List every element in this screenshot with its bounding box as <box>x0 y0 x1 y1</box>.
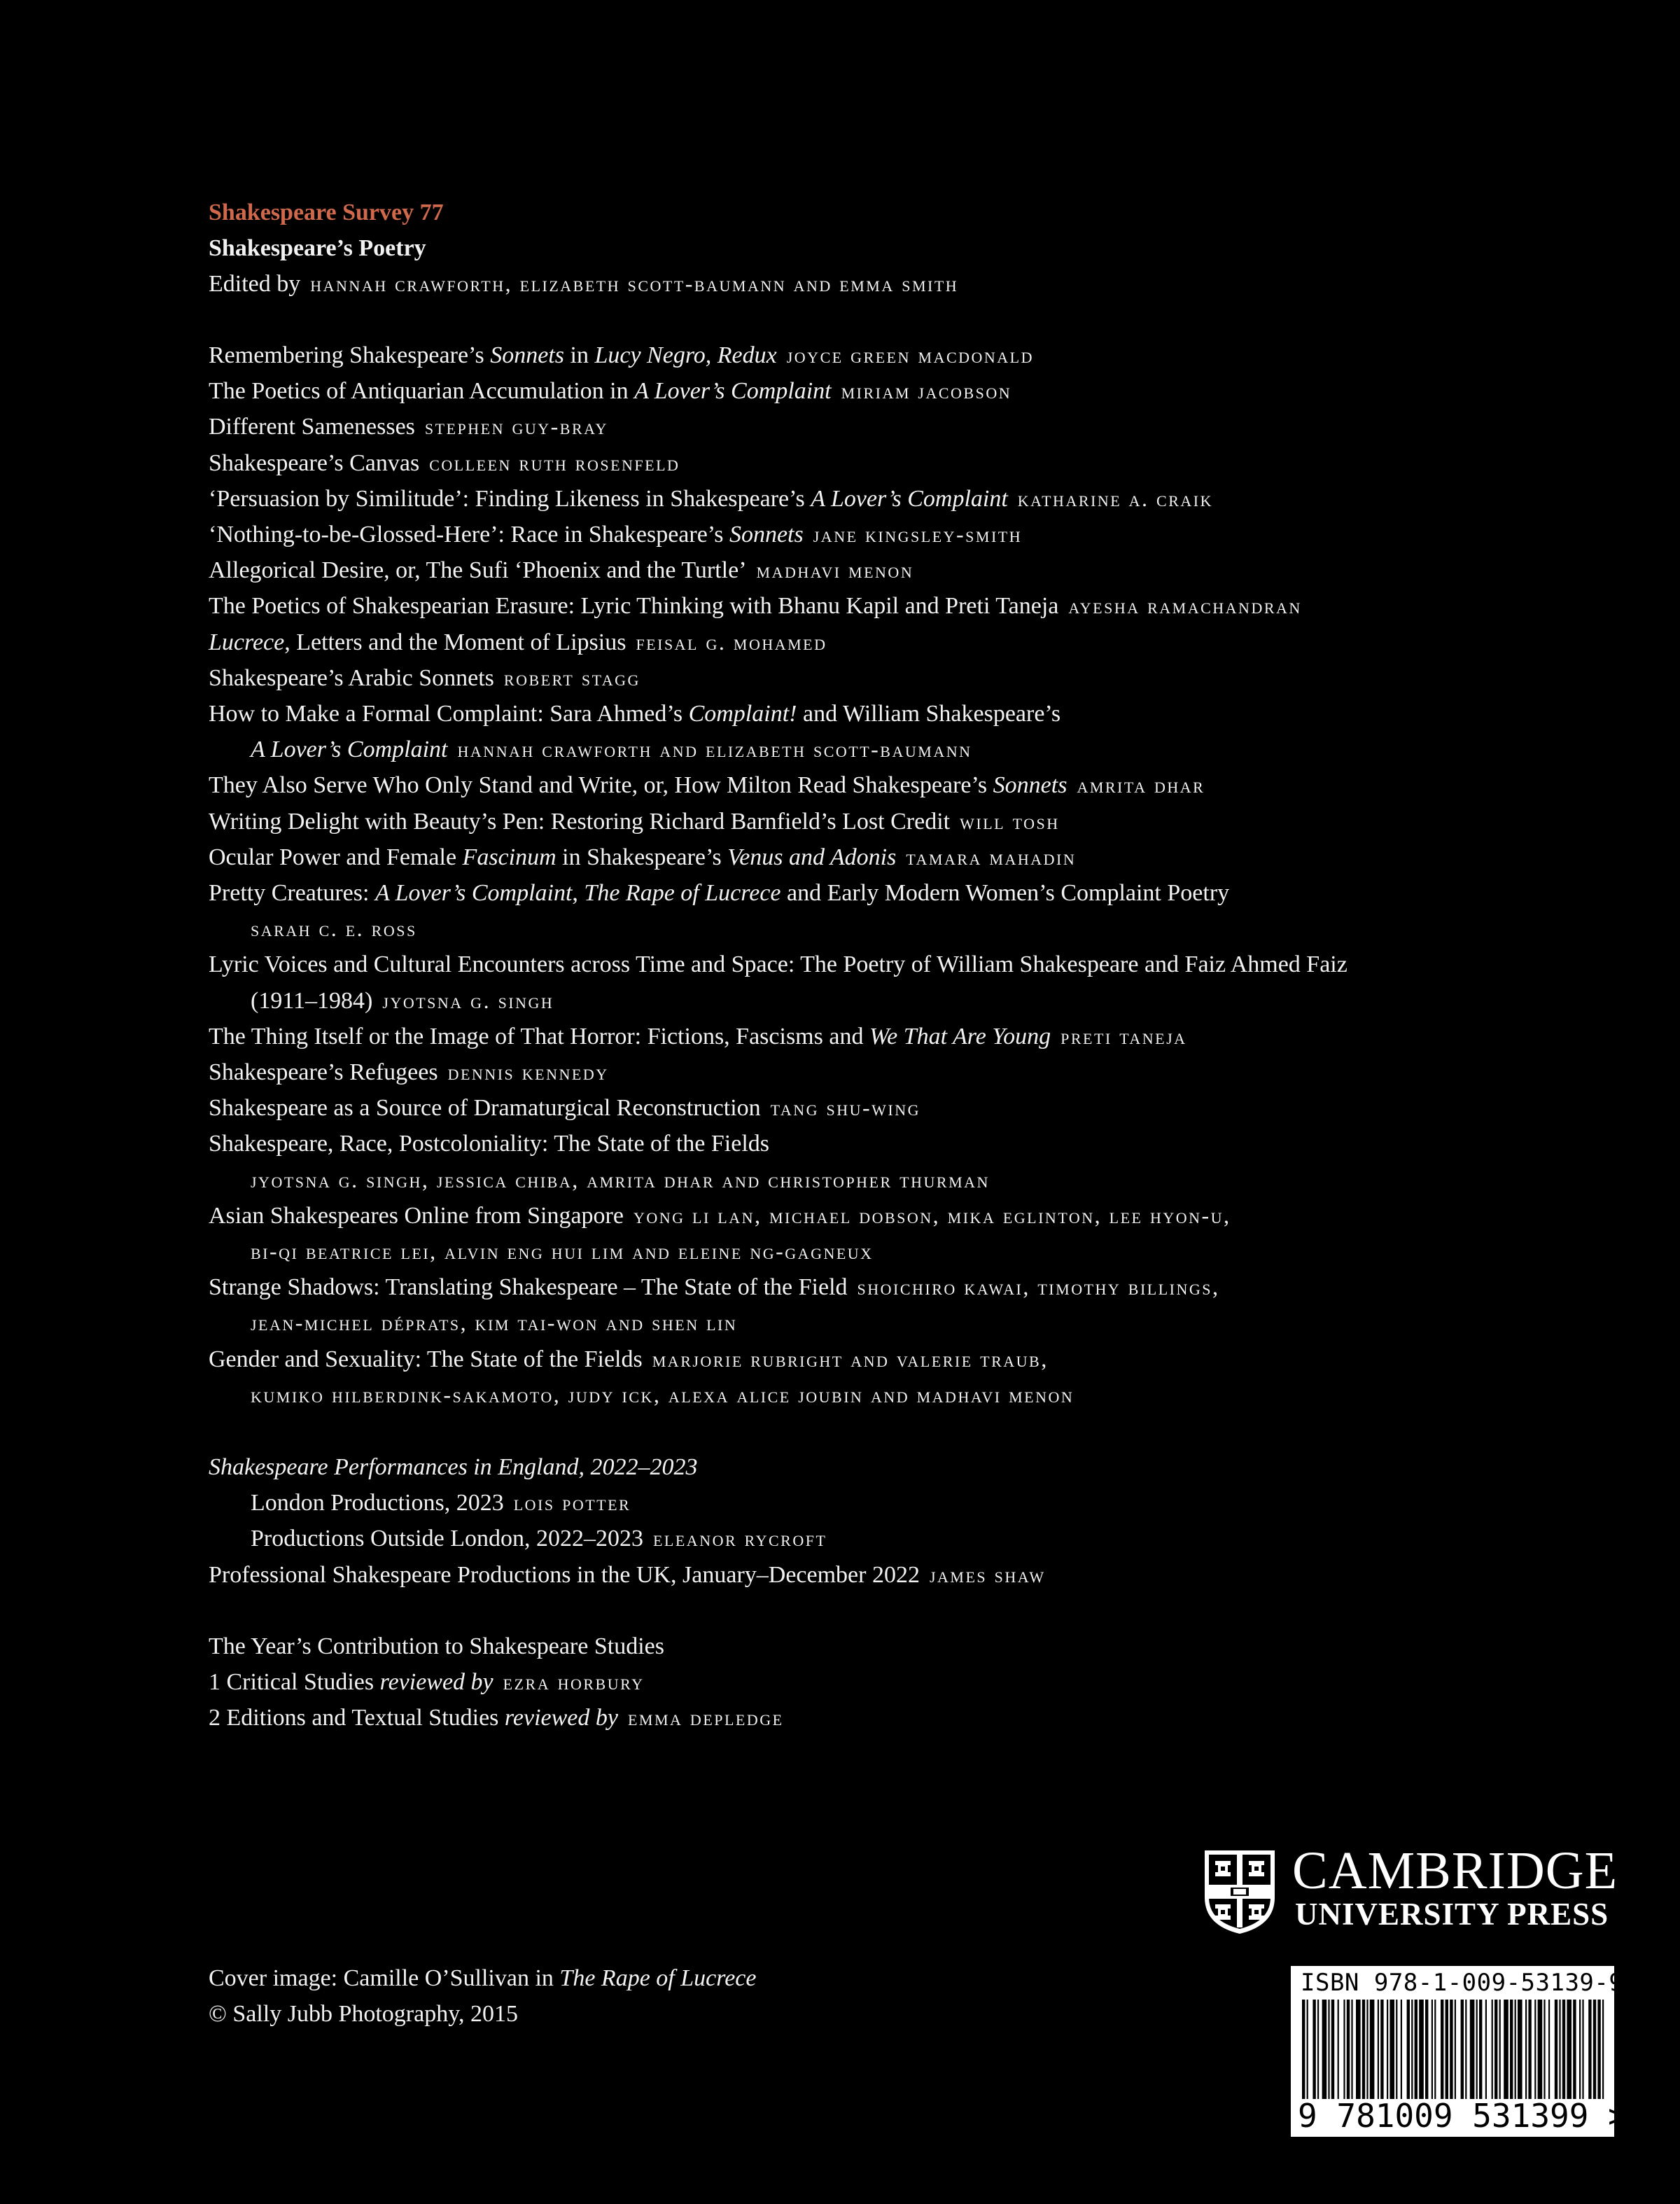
editors-line <box>209 266 1504 302</box>
entry-title: London Productions, 2023 <box>251 1490 504 1516</box>
barcode-bar <box>1504 2000 1508 2099</box>
entry-title: How to Make a Formal Complaint: Sara Ahmed’s <box>209 701 689 727</box>
entry-title-italic: A Lover’s Complaint <box>634 378 832 405</box>
entry-title-italic: Complaint! <box>688 701 797 727</box>
barcode-bar <box>1415 2000 1418 2099</box>
entry-author: emma depledge <box>627 1705 784 1731</box>
entry-author: hannah crawforth and elizabeth scott-baumann <box>457 737 972 762</box>
contents-entry <box>209 804 1504 839</box>
entry-title: They Also Serve Who Only Stand and Write, or, How Milton Read Shakespeare’s <box>209 772 993 799</box>
contents-entry <box>209 625 1504 660</box>
year-contribution-section <box>209 1628 1504 1736</box>
entry-title: The Thing Itself or the Image of That Horror: Fictions, Fascisms and <box>209 1023 869 1049</box>
contents-entry <box>209 588 1504 624</box>
entry-author: dennis kennedy <box>447 1059 609 1085</box>
entry-author: shoichiro kawai, timothy billings, <box>857 1274 1220 1300</box>
entry-author: kumiko hilberdink-sakamoto, judy ick, alexa alice joubin and madhavi menon <box>251 1381 1074 1407</box>
barcode-bar <box>1407 2000 1410 2099</box>
cover-credit-italic: The Rape of Lucrece <box>559 1965 757 1991</box>
barcode-bar <box>1465 2000 1466 2099</box>
barcode-bar <box>1544 2000 1545 2099</box>
entry-title-italic: We That Are Young <box>869 1023 1051 1049</box>
contents-entry <box>209 1054 1504 1090</box>
entry-title: Writing Delight with Beauty’s Pen: Restoring Richard Barnfield’s Lost Credit <box>209 808 951 835</box>
entry-title: Allegorical Desire, or, The Sufi ‘Phoenix and the Turtle’ <box>209 557 747 584</box>
entry-title: (1911–1984) <box>251 987 373 1014</box>
performances-entry <box>209 1485 1504 1521</box>
contents-entry <box>209 1090 1504 1126</box>
entry-title-italic: Lucy Negro, Redux <box>594 342 777 368</box>
barcode-bar <box>1559 2000 1560 2099</box>
contents-entry <box>209 373 1504 409</box>
entry-title: The Poetics of Shakespearian Erasure: Lyric Thinking with Bhanu Kapil and Preti Taneja <box>209 593 1059 620</box>
barcode-bar <box>1588 2000 1591 2099</box>
copyright-line: © Sally Jubb Photography, 2015 <box>209 2001 519 2028</box>
barcode-bar <box>1479 2000 1482 2099</box>
entry-title: Shakespeare’s Canvas <box>209 449 420 476</box>
entry-title: Different Samenesses <box>209 414 415 440</box>
entry-author: miriam jacobson <box>841 378 1012 404</box>
contents-entry <box>209 409 1504 445</box>
book-title: Shakespeare’s Poetry <box>209 235 426 262</box>
entry-title: Shakespeare as a Source of Dramaturgical Reconstruction <box>209 1095 761 1122</box>
barcode-bar <box>1328 2000 1329 2099</box>
barcode-bar <box>1455 2000 1456 2099</box>
barcode-bar <box>1343 2000 1345 2099</box>
entry-author: stephen guy-bray <box>424 414 608 440</box>
barcode-bars <box>1301 2000 1607 2099</box>
barcode-bar <box>1450 2000 1452 2099</box>
entry-title: 1 Critical Studies <box>209 1669 380 1696</box>
entry-title: ‘Persuasion by Similitude’: Finding Likeness in Shakespeare’s <box>209 485 811 512</box>
entry-title: ‘Nothing-to-be-Glossed-Here’: Race in Shakespeare’s <box>209 522 729 548</box>
barcode-bar <box>1525 2000 1527 2099</box>
contents-list <box>209 337 1504 1413</box>
entry-title-italic: Sonnets <box>729 522 804 548</box>
entry-author: robert stagg <box>503 664 640 690</box>
barcode-bar <box>1446 2000 1448 2099</box>
entry-title-italic: Sonnets <box>993 772 1068 799</box>
entry-author: jean-michel déprats, kim tai-won and shen lin <box>251 1310 738 1336</box>
barcode-bar <box>1378 2000 1379 2099</box>
entry-author: ayesha ramachandran <box>1068 593 1302 619</box>
barcode-bar <box>1347 2000 1350 2099</box>
barcode-bar <box>1419 2000 1424 2099</box>
barcode-bar <box>1555 2000 1558 2099</box>
entry-title: Asian Shakespeares Online from Singapore <box>209 1202 624 1229</box>
barcode-bar <box>1317 2000 1319 2099</box>
entry-title: Shakespeare’s Refugees <box>209 1059 438 1086</box>
performances-heading-text: Shakespeare Performances in England, 2022–2023 <box>209 1454 698 1480</box>
entry-title-italic: Lucrece <box>209 629 285 655</box>
barcode-bar <box>1434 2000 1436 2099</box>
cambridge-shield-icon <box>1203 1848 1277 1935</box>
entry-author: jyotsna g. singh <box>382 987 554 1013</box>
barcode-bar <box>1485 2000 1487 2099</box>
editors-names: hannah crawforth, elizabeth scott-baumann and emma smith <box>310 271 959 297</box>
entry-title: in Shakespeare’s <box>556 844 728 870</box>
entry-author: james shaw <box>929 1561 1046 1587</box>
entry-author: feisal g. mohamed <box>636 629 827 655</box>
entry-author: colleen ruth rosenfeld <box>429 449 680 475</box>
entry-author: yong li lan, michael dobson, mika eglinton, lee hyon-u, <box>633 1202 1231 1228</box>
entry-author: jane kingsley-smith <box>813 522 1023 547</box>
year-entry <box>209 1664 1504 1700</box>
barcode-bar <box>1331 2000 1334 2099</box>
contents-entry <box>209 696 1504 732</box>
contents-entry <box>209 660 1504 696</box>
entry-title-italic: Venus and Adonis <box>727 844 897 870</box>
publisher-name-line2: UNIVERSITY PRESS <box>1295 1897 1609 1932</box>
barcode-bar <box>1401 2000 1402 2099</box>
barcode-bar <box>1528 2000 1531 2099</box>
contents-entry-continuation <box>209 732 1504 767</box>
entry-author: joyce green macdonald <box>786 342 1035 368</box>
entry-author: lois potter <box>513 1490 631 1516</box>
entry-title-italic: A Lover’s Complaint <box>374 880 573 907</box>
entry-title: Professional Shakespeare Productions in the UK, January–December 2022 <box>209 1561 920 1588</box>
reviewed-by-label: reviewed by <box>379 1669 493 1696</box>
header-block <box>209 195 1504 302</box>
isbn-text: ISBN 978-1-009-53139-9 <box>1301 1969 1624 1997</box>
entry-author: tang shu-wing <box>770 1095 921 1121</box>
barcode-bar <box>1338 2000 1339 2099</box>
entry-author: amrita dhar <box>1077 772 1205 798</box>
contents-entry <box>209 947 1504 982</box>
barcode-bar <box>1499 2000 1501 2099</box>
series-title: Shakespeare Survey 77 <box>209 200 444 225</box>
barcode-bar <box>1567 2000 1572 2099</box>
performances-entry <box>209 1521 1504 1556</box>
barcode-bar <box>1538 2000 1543 2099</box>
barcode-bar <box>1396 2000 1397 2099</box>
entry-title: Productions Outside London, 2022–2023 <box>251 1526 643 1552</box>
contents-entry-continuation <box>209 1234 1504 1269</box>
entry-author: will tosh <box>960 808 1060 834</box>
barcode-bar <box>1562 2000 1565 2099</box>
contents-entry <box>209 1269 1504 1305</box>
barcode-bar <box>1387 2000 1388 2099</box>
barcode-bar <box>1366 2000 1368 2099</box>
barcode-bar <box>1582 2000 1583 2099</box>
entry-title: Gender and Sexuality: The State of the Fields <box>209 1346 643 1372</box>
contents-entry <box>209 875 1504 911</box>
year-heading: The Year’s Contribution to Shakespeare Studies <box>209 1633 664 1659</box>
barcode-bar <box>1390 2000 1394 2099</box>
entry-author: sarah c. e. ross <box>251 916 417 942</box>
entry-title-italic: A Lover’s Complaint <box>251 737 448 763</box>
entry-author: preti taneja <box>1060 1023 1187 1049</box>
entry-title: Lyric Voices and Cultural Encounters across Time and Space: The Poetry of William Shakespeare and Faiz Ahmed Faiz <box>209 951 1348 978</box>
entry-title: 2 Editions and Textual Studies <box>209 1705 505 1731</box>
entry-title: The Poetics of Antiquarian Accumulation in <box>209 378 635 405</box>
entry-title: Pretty Creatures: <box>209 880 375 907</box>
contents-entry <box>209 517 1504 552</box>
entry-author: jyotsna g. singh, jessica chiba, amrita dhar and christopher thurman <box>251 1166 990 1192</box>
barcode-bar <box>1307 2000 1308 2099</box>
barcode-bar <box>1411 2000 1413 2099</box>
reviewed-by-label: reviewed by <box>504 1705 618 1731</box>
entry-author: madhavi menon <box>756 557 914 583</box>
barcode-digits: 9 781009 531399 > <box>1298 2097 1628 2135</box>
entry-title: , Letters and the Moment of Lipsius <box>284 629 626 655</box>
contents-entry <box>209 1126 1504 1162</box>
barcode-bar <box>1441 2000 1443 2099</box>
entry-author: katharine a. craik <box>1017 485 1213 511</box>
barcode-bar <box>1518 2000 1522 2099</box>
entry-title: , <box>572 880 584 907</box>
isbn-barcode <box>1291 1966 1628 2137</box>
barcode-bar <box>1597 2000 1600 2099</box>
entry-title-italic: The Rape of Lucrece <box>584 880 781 907</box>
contents-entry <box>209 445 1504 481</box>
contents-entry-continuation <box>209 911 1504 947</box>
cover-credit-text: Cover image: Camille O’Sullivan in <box>209 1965 560 1991</box>
performances-section <box>209 1449 1504 1593</box>
entry-title: Shakespeare, Race, Postcoloniality: The State of the Fields <box>209 1131 770 1157</box>
contents-entry <box>209 1198 1504 1234</box>
contents-entry-continuation <box>209 1377 1504 1413</box>
barcode-bar <box>1593 2000 1596 2099</box>
barcode-bar <box>1356 2000 1361 2099</box>
contents-entry-continuation <box>209 983 1504 1019</box>
contents-entry <box>209 839 1504 875</box>
barcode-bar <box>1432 2000 1433 2099</box>
entry-title-italic: Fascinum <box>462 844 556 870</box>
contents-entry <box>209 481 1504 517</box>
barcode-bar <box>1534 2000 1536 2099</box>
entry-title: and William Shakespeare’s <box>797 701 1061 727</box>
contents-entry-continuation <box>209 1162 1504 1198</box>
entry-title: Ocular Power and Female <box>209 844 463 870</box>
barcode-bar <box>1312 2000 1315 2099</box>
performances-heading <box>209 1449 1504 1485</box>
barcode-bar <box>1573 2000 1576 2099</box>
barcode-bar <box>1492 2000 1493 2099</box>
performances-entry <box>209 1557 1504 1593</box>
entry-author: tamara mahadin <box>906 844 1077 870</box>
barcode-bar <box>1322 2000 1327 2099</box>
barcode-bar <box>1515 2000 1516 2099</box>
entry-author: eleanor rycroft <box>652 1526 827 1551</box>
publisher-name-line1: CAMBRIDGE <box>1292 1841 1618 1900</box>
year-entry <box>209 1700 1504 1736</box>
contents-entry <box>209 767 1504 803</box>
entry-author: marjorie rubright and valerie traub, <box>652 1346 1049 1372</box>
contents-entry <box>209 1341 1504 1377</box>
barcode-bar <box>1476 2000 1478 2099</box>
contents-entry <box>209 1019 1504 1054</box>
barcode-bar <box>1302 2000 1305 2099</box>
barcode-bar <box>1510 2000 1513 2099</box>
entry-title: Strange Shadows: Translating Shakespeare – The State of the Field <box>209 1274 848 1301</box>
barcode-bar <box>1461 2000 1464 2099</box>
publisher-logo <box>1203 1841 1623 1938</box>
barcode-bar <box>1494 2000 1497 2099</box>
entry-title: Shakespeare’s Arabic Sonnets <box>209 664 494 691</box>
entry-author: bi-qi beatrice lei, alvin eng hui lim and eleine ng-gagneux <box>251 1239 874 1264</box>
barcode-bar <box>1370 2000 1375 2099</box>
contents-entry-continuation <box>209 1305 1504 1341</box>
barcode-bar <box>1425 2000 1428 2099</box>
barcode-bar <box>1380 2000 1383 2099</box>
entry-title: in <box>564 342 595 368</box>
barcode-bar <box>1351 2000 1352 2099</box>
barcode-bar <box>1579 2000 1581 2099</box>
entry-title-italic: Sonnets <box>490 342 564 368</box>
entry-title: Remembering Shakespeare’s <box>209 342 491 368</box>
barcode-bar <box>1362 2000 1365 2099</box>
entry-title: and Early Modern Women’s Complaint Poetry <box>780 880 1230 907</box>
barcode-bar <box>1602 2000 1604 2099</box>
barcode-bar <box>1470 2000 1475 2099</box>
edited-by-label: Edited by <box>209 271 301 298</box>
entry-author: ezra horbury <box>503 1669 645 1695</box>
contents-entry <box>209 337 1504 373</box>
entry-title-italic: A Lover’s Complaint <box>811 485 1008 512</box>
barcode-bar <box>1548 2000 1550 2099</box>
contents-entry <box>209 552 1504 588</box>
